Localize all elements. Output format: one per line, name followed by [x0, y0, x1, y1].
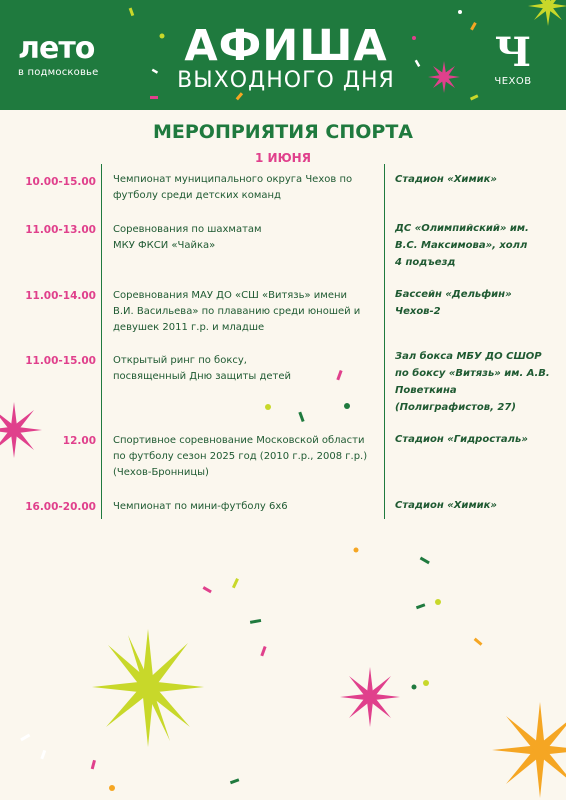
- starburst-pink-bottom: [340, 667, 400, 727]
- event-time: 16.00-20.00: [25, 501, 96, 513]
- event-venue: Зал бокса МБУ ДО СШОР по боксу «Витязь» им. А.В. Поветкина (Полиграфистов, 27): [395, 351, 550, 413]
- event-time: 11.00-14.00: [25, 290, 96, 302]
- event-venue: ДС «Олимпийский» им. В.С. Максимова», холл 4 подъезд: [395, 223, 529, 268]
- event-name: Открытый ринг по боксу, посвященный Дню защиты детей: [113, 355, 292, 382]
- poster-title: [168, 21, 404, 94]
- brand-tagline: в подмосковье: [18, 67, 99, 78]
- header-starburst-pink: [428, 61, 460, 93]
- starburst-pink-left: [0, 402, 42, 458]
- event-time: 11.00-13.00: [25, 224, 96, 236]
- city-logo: [478, 30, 548, 88]
- event-name: Чемпионат муниципального округа Чехов по футболу среди детских команд: [113, 174, 353, 201]
- event-name: Соревнования по шахматам МКУ ФКСИ «Чайка»: [113, 224, 262, 251]
- title-line-2: ВЫХОДНОГО ДНЯ: [177, 68, 395, 93]
- starburst-orange: [492, 702, 566, 798]
- divider-right: [384, 164, 385, 519]
- city-logo-label: ЧЕХОВ: [494, 76, 532, 87]
- event-date: 1 ИЮНЯ: [255, 151, 311, 165]
- event-venue: Бассейн «Дельфин» Чехов-2: [395, 289, 512, 317]
- header-starburst-lime: [528, 0, 566, 26]
- divider-left: [101, 164, 102, 519]
- title-line-1: АФИША: [184, 21, 388, 71]
- event-name: Спортивное соревнование Московской области по футболу сезон 2025 год (2010 г.р., 2008 г.р.) (Чехов-Бронницы): [113, 435, 368, 478]
- header-banner: [0, 0, 566, 110]
- event-venue: Стадион «Химик»: [395, 500, 497, 511]
- section-title: МЕРОПРИЯТИЯ СПОРТА: [152, 121, 414, 143]
- event-name: Чемпионат по мини-футболу 6х6: [113, 501, 288, 512]
- brand-logo: [18, 31, 99, 80]
- city-logo-symbol: Ч: [494, 29, 532, 76]
- event-venue: Стадион «Гидросталь»: [395, 434, 528, 445]
- brand-name: лето: [18, 31, 95, 66]
- starburst-lime-large: [92, 629, 204, 747]
- event-name: Соревнования МАУ ДО «СШ «Витязь» имени В.И. Васильева» по плаванию среди юношей и девушек 2011 г.р. и младше: [113, 290, 361, 333]
- event-venue: Стадион «Химик»: [395, 174, 497, 185]
- event-time: 10.00-15.00: [25, 176, 96, 188]
- event-time: 12.00: [62, 435, 96, 447]
- event-time: 11.00-15.00: [25, 355, 96, 367]
